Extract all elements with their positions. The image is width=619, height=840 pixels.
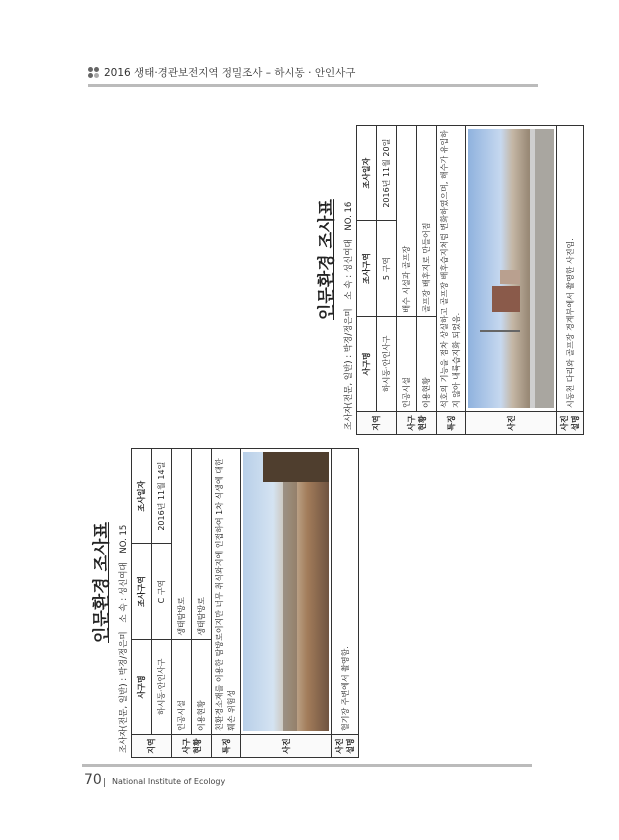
col-area: 조사구역: [357, 221, 377, 316]
facility-label: 인공시설: [397, 316, 417, 411]
facility-value: 배수 시설과 골프장: [397, 126, 417, 317]
feature-value: 친환경소재를 이용한 탐방로이지만 너무 취식와지에 인접하여 1차 식생에 대한 훼손 위험성: [212, 449, 241, 735]
footer-separator: [104, 778, 105, 787]
date-value: 2016년 11월 14일: [152, 449, 172, 544]
caption-label: 사진 설명: [557, 412, 584, 435]
survey-number: NO. 16: [344, 201, 354, 231]
use-value: 골프장 배후지로 만들어짐: [417, 126, 437, 317]
area-value: 5 구역: [377, 221, 397, 316]
col-site: 사구명: [132, 639, 152, 734]
affiliation: 소 속 : 성신여대: [344, 239, 354, 300]
dune-status-label: 사구 현황: [397, 412, 437, 435]
area-value: C 구역: [152, 544, 172, 639]
survey-form-16: [312, 118, 580, 758]
col-date: 조사일자: [357, 126, 377, 221]
use-label: 이용현황: [417, 316, 437, 411]
running-header: [88, 64, 538, 86]
header-title: 2016 생태·경관보전지역 정밀조사 – 하시동 · 안인사구: [104, 67, 356, 79]
survey-meta: [342, 196, 354, 430]
caption-value: 시동천 다리와 골프장 경계부에서 촬영한 사진임.: [557, 126, 584, 412]
col-site: 사구명: [357, 316, 377, 411]
use-value: 생태탐방로: [192, 449, 212, 640]
dune-status-label: 사구 현황: [172, 735, 212, 758]
survey-meta: [117, 519, 129, 753]
site-photo: [468, 129, 554, 408]
photo-label: 사진: [466, 412, 557, 435]
caption-label: 사진 설명: [332, 735, 359, 758]
facility-label: 인공시설: [172, 639, 192, 734]
affiliation: 소 속 : 성신여대: [119, 562, 129, 623]
feature-label: 특징: [437, 412, 466, 435]
investigator: 조사자(전문, 일반) : 박경/정은미: [119, 631, 129, 753]
col-date: 조사일자: [132, 449, 152, 544]
bullet-dots-icon: [88, 67, 100, 79]
rotated-survey-sheet: [87, 118, 580, 758]
region-label: 지역: [132, 735, 172, 758]
footer-org: National Institute of Ecology: [112, 777, 226, 786]
header-rule: [88, 84, 538, 87]
use-label: 이용현황: [192, 639, 212, 734]
page-number: 70: [84, 772, 102, 788]
footer-rule: [82, 764, 532, 767]
region-label: 지역: [357, 412, 397, 435]
date-value: 2016년 11월 20일: [377, 126, 397, 221]
facility-value: 생태탐방로: [172, 449, 192, 640]
site-value: 하시동·안인사구: [377, 316, 397, 411]
feature-value: 석호의 기능을 점차 상실하고 골프장 배후습지처럼 변화하였으며, 해수가 유입하지 않아 내륙습지화 되었음.: [437, 126, 466, 412]
survey-title: 인문환경 조사표: [317, 199, 337, 320]
photo-label: 사진: [241, 735, 332, 758]
survey-table: [356, 125, 584, 435]
caption-value: 혈기장 주변에서 촬영함.: [332, 449, 359, 735]
feature-label: 특징: [212, 735, 241, 758]
survey-title: 인문환경 조사표: [92, 522, 112, 643]
survey-number: NO. 15: [119, 524, 129, 554]
investigator: 조사자(전문, 일반) : 박경/정은미: [344, 308, 354, 430]
photo-cell: [466, 126, 557, 412]
col-area: 조사구역: [132, 544, 152, 639]
site-value: 하시동·안인사구: [152, 639, 172, 734]
